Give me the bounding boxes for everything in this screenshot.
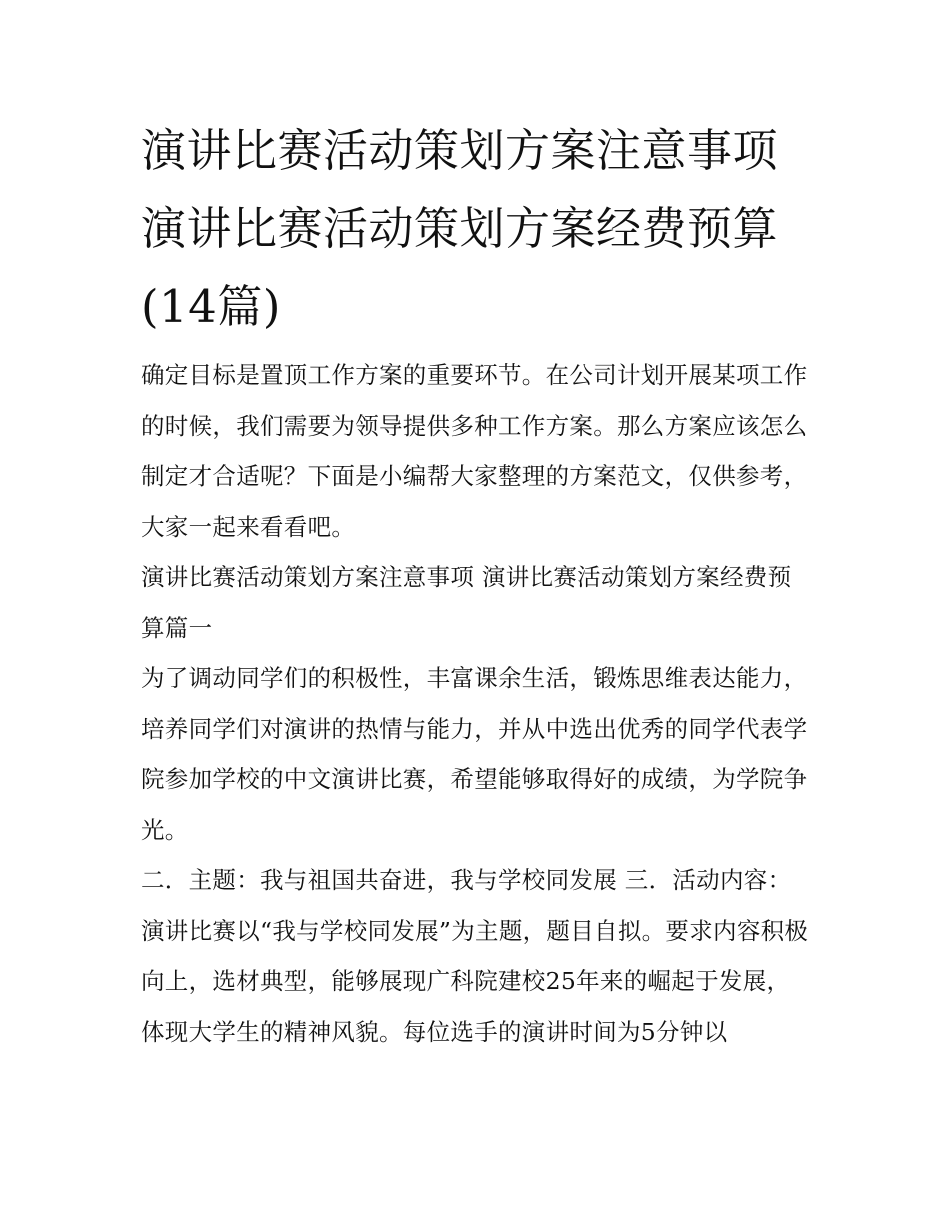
content-paragraph: 演讲比赛以“我与学校同发展”为主题，题目自拟。要求内容积极向上，选材典型，能够展现广科院建校25年来的崛起于发展，体现大学生的精神风貌。每位选手的演讲时间为5分钟以	[141, 916, 809, 1046]
document-title: 演讲比赛活动策划方案注意事项 演讲比赛活动策划方案经费预算(14篇)	[141, 124, 779, 333]
theme-paragraph: 二．主题：我与祖国共奋进，我与学校同发展 三．活动内容：	[141, 866, 792, 894]
document-body	[141, 112, 813, 1057]
intro-paragraph: 确定目标是置顶工作方案的重要环节。在公司计划开展某项工作的时候，我们需要为领导提供多种工作方案。那么方案应该怎么制定才合适呢？下面是小编帮大家整理的方案范文，仅供参考，大家一起来看看吧。	[141, 361, 808, 541]
purpose-paragraph: 为了调动同学们的积极性，丰富课余生活，锻炼思维表达能力，培养同学们对演讲的热情与能力，并从中选出优秀的同学代表学院参加学校的中文演讲比赛，希望能够取得好的成绩，为学院争光。	[141, 664, 808, 844]
section-heading: 演讲比赛活动策划方案注意事项 演讲比赛活动策划方案经费预算篇一	[141, 563, 792, 642]
